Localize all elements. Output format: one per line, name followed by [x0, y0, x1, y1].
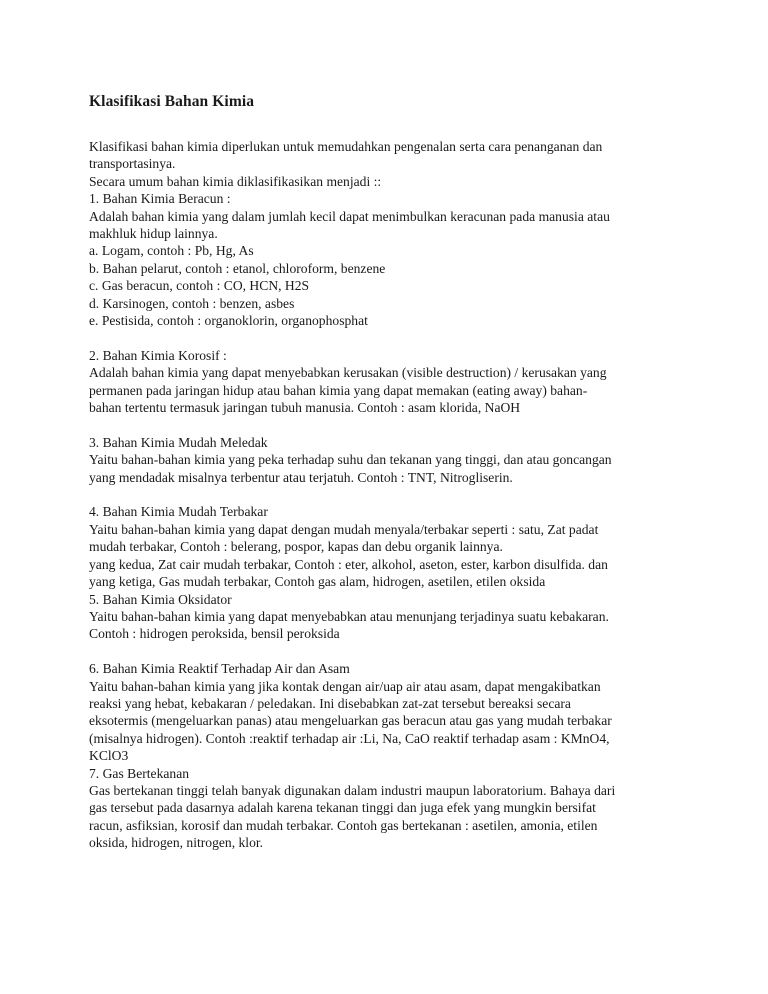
paragraph: [89, 434, 679, 486]
text-line: mudah terbakar, Contoh : belerang, pospor, kapas dan debu organik lainnya.: [89, 539, 503, 555]
text-line: b. Bahan pelarut, contoh : etanol, chloroform, benzene: [89, 260, 386, 276]
text-line: permanen pada jaringan hidup atau bahan kimia yang dapat memakan (eating away) bahan-: [89, 382, 588, 398]
text-line: 3. Bahan Kimia Mudah Meledak: [89, 434, 268, 450]
page-title: Klasifikasi Bahan Kimia: [89, 93, 255, 110]
text-line: yang mendadak misalnya terbentur atau terjatuh. Contoh : TNT, Nitrogliserin.: [89, 469, 513, 485]
paragraph-gap: [89, 416, 679, 433]
text-line: KClO3: [89, 748, 129, 764]
text-line: Yaitu bahan-bahan kimia yang dapat dengan mudah menyala/terbakar seperti : satu, Zat padat: [89, 521, 599, 537]
paragraph: [89, 503, 679, 642]
text-line: Yaitu bahan-bahan kimia yang dapat menyebabkan atau menunjang terjadinya suatu kebakaran.: [89, 608, 609, 624]
text-line: Contoh : hidrogen peroksida, bensil peroksida: [89, 626, 340, 642]
text-line: yang kedua, Zat cair mudah terbakar, Contoh : eter, alkohol, aseton, ester, karbon disulfida. dan: [89, 556, 608, 572]
document-page: [89, 92, 679, 852]
text-line: c. Gas beracun, contoh : CO, HCN, H2S: [89, 278, 310, 294]
text-line: yang ketiga, Gas mudah terbakar, Contoh gas alam, hidrogen, asetilen, etilen oksida: [89, 574, 546, 590]
text-line: Yaitu bahan-bahan kimia yang peka terhadap suhu dan tekanan yang tinggi, dan atau goncangan: [89, 452, 612, 468]
text-line: transportasinya.: [89, 156, 176, 172]
text-line: reaksi yang hebat, kebakaran / peledakan. Ini disebabkan zat-zat tersebut bereaksi secara: [89, 695, 571, 711]
paragraph: [89, 347, 679, 417]
text-line: Adalah bahan kimia yang dapat menyebabkan kerusakan (visible destruction) / kerusakan yang: [89, 365, 607, 381]
text-line: oksida, hidrogen, nitrogen, klor.: [89, 835, 264, 851]
paragraph-gap: [89, 643, 679, 660]
paragraph: [89, 660, 679, 851]
text-line: d. Karsinogen, contoh : benzen, asbes: [89, 295, 295, 311]
text-line: e. Pestisida, contoh : organoklorin, organophosphat: [89, 313, 368, 329]
text-line: Adalah bahan kimia yang dalam jumlah kecil dapat menimbulkan keracunan pada manusia atau: [89, 208, 610, 224]
text-line: 1. Bahan Kimia Beracun :: [89, 191, 231, 207]
paragraph: [89, 138, 679, 329]
text-line: 7. Gas Bertekanan: [89, 765, 190, 781]
text-line: makhluk hidup lainnya.: [89, 226, 218, 242]
text-line: 5. Bahan Kimia Oksidator: [89, 591, 232, 607]
text-line: racun, asfiksian, korosif dan mudah terbakar. Contoh gas bertekanan : asetilen, amonia, etilen: [89, 817, 598, 833]
text-line: Klasifikasi bahan kimia diperlukan untuk memudahkan pengenalan serta cara penanganan dan: [89, 139, 603, 154]
text-line: (misalnya hidrogen). Contoh :reaktif terhadap air :Li, Na, CaO reaktif terhadap asam : KMnO4,: [89, 730, 610, 746]
text-line: Gas bertekanan tinggi telah banyak digunakan dalam industri maupun laboratorium. Bahaya dari: [89, 782, 616, 798]
text-line: Yaitu bahan-bahan kimia yang jika kontak dengan air/uap air atau asam, dapat mengakibatkan: [89, 678, 601, 694]
text-line: bahan tertentu termasuk jaringan tubuh manusia. Contoh : asam klorida, NaOH: [89, 400, 521, 416]
text-line: a. Logam, contoh : Pb, Hg, As: [89, 243, 254, 259]
paragraph-gap: [89, 486, 679, 503]
text-line: 6. Bahan Kimia Reaktif Terhadap Air dan Asam: [89, 661, 350, 677]
paragraph-gap: [89, 329, 679, 346]
text-line: Secara umum bahan kimia diklasifikasikan menjadi ::: [89, 173, 382, 189]
text-line: gas tersebut pada dasarnya adalah karena tekanan tinggi dan juga efek yang mungkin bersifat: [89, 800, 596, 816]
text-line: eksotermis (mengeluarkan panas) atau mengeluarkan gas beracun atau gas yang mudah terbakar: [89, 713, 612, 729]
document-body: [89, 138, 679, 852]
text-line: 2. Bahan Kimia Korosif :: [89, 347, 227, 363]
text-line: 4. Bahan Kimia Mudah Terbakar: [89, 504, 268, 520]
